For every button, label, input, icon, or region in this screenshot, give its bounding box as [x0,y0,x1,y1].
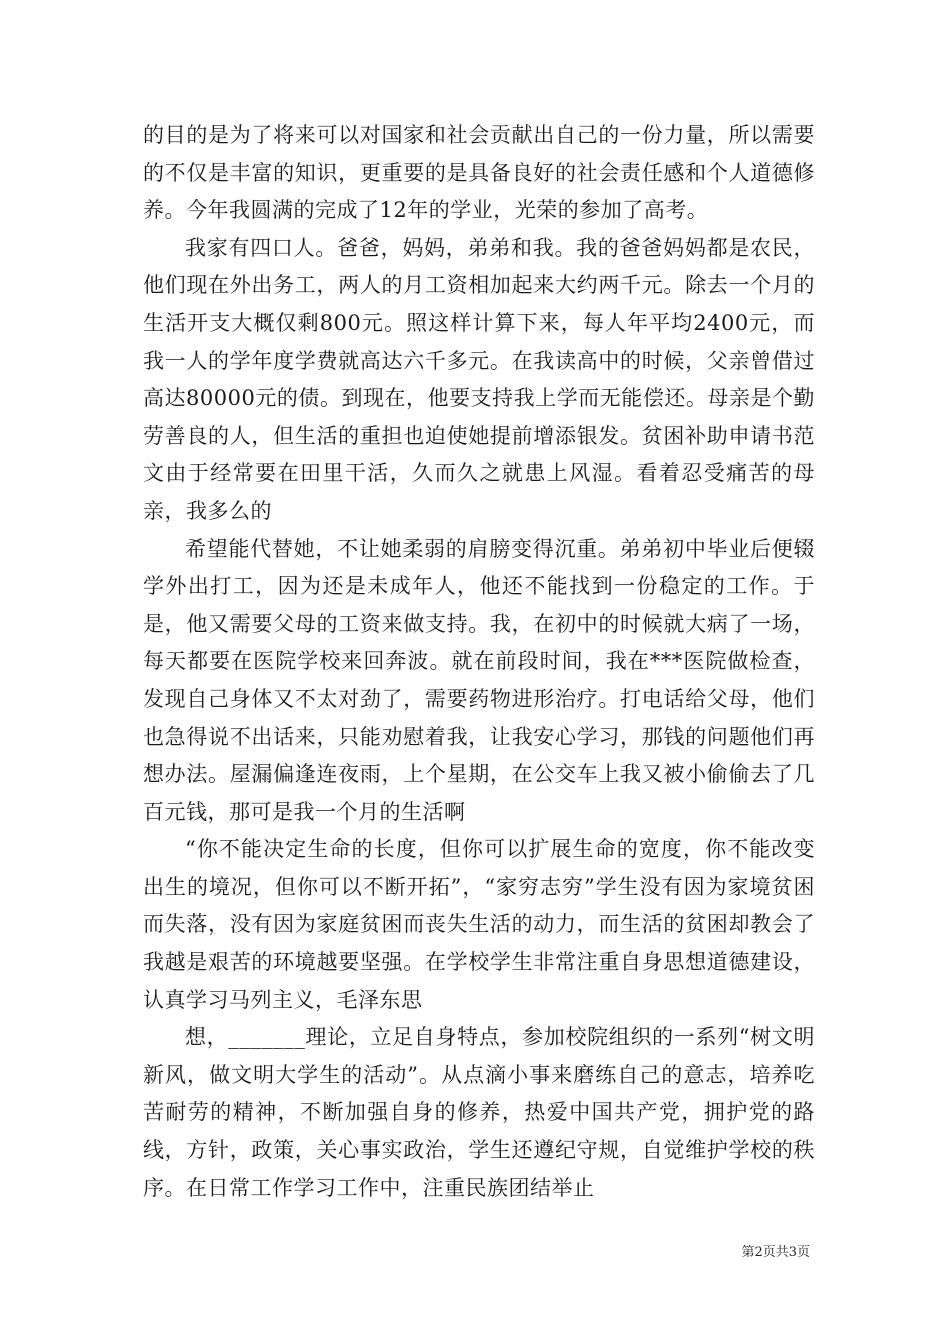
paragraph-4: “你不能决定生命的长度，但你可以扩展生命的宽度，你不能改变出生的境况，但你可以不断开拓”，“家穷志穷”学生没有因为家境贫困而失落，没有因为家庭贫困而丧失生活的动力，而生活的贫困却教会了我越是艰苦的环境越要坚强。在学校学生非常注重自身思想道德建设，认真学习马列主义，毛泽东思 [143,837,815,1012]
paragraph-2: 我家有四口人。爸爸，妈妈，弟弟和我。我的爸爸妈妈都是农民，他们现在外出务工，两人的月工资相加起来大约两千元。除去一个月的生活开支大概仅剩800元。照这样计算下来，每人年平均2400元，而我一人的学年度学费就高达六千多元。在我读高中的时候，父亲曾借过高达80000元的债。到现在，他要支持我上学而无能偿还。母亲是个勤劳善良的人，但生活的重担也迫使她提前增添银发。贫困补助申请书范文由于经常要在田里干活，久而久之就患上风湿。看着忍受痛苦的母亲，我多么的 [143,235,815,523]
page-number-footer: 第2页共3页 [741,1245,810,1260]
document-body [143,117,815,1207]
paragraph-3: 希望能代替她，不让她柔弱的肩膀变得沉重。弟弟初中毕业后便辍学外出打工，因为还是未成年人，他还不能找到一份稳定的工作。于是，他又需要父母的工资来做支持。我，在初中的时候就大病了一场，每天都要在医院学校来回奔波。就在前段时间，我在***医院做检查，发现自己身体又不太对劲了，需要药物进形治疗。打电话给父母，他们也急得说不出话来，只能劝慰着我，让我安心学习，那钱的问题他们再想办法。屋漏偏逢连夜雨，上个星期，在公交车上我又被小偷偷去了几百元钱，那可是我一个月的生活啊 [143,536,815,824]
paragraph-1: 的目的是为了将来可以对国家和社会贡献出自己的一份力量，所以需要的不仅是丰富的知识，更重要的是具备良好的社会责任感和个人道德修养。今年我圆满的完成了12年的学业，光荣的参加了高考。 [143,123,815,223]
paragraph-5: 想，_______理论，立足自身特点，参加校院组织的一系列“树文明新风，做文明大学生的活动”。从点滴小事来磨练自己的意志，培养吃苦耐劳的精神，不断加强自身的修养，热爱中国共产党，拥护党的路线，方针，政策，关心事实政治，学生还遵纪守规，自觉维护学校的秩序。在日常工作学习工作中，注重民族团结举止 [143,1025,815,1200]
